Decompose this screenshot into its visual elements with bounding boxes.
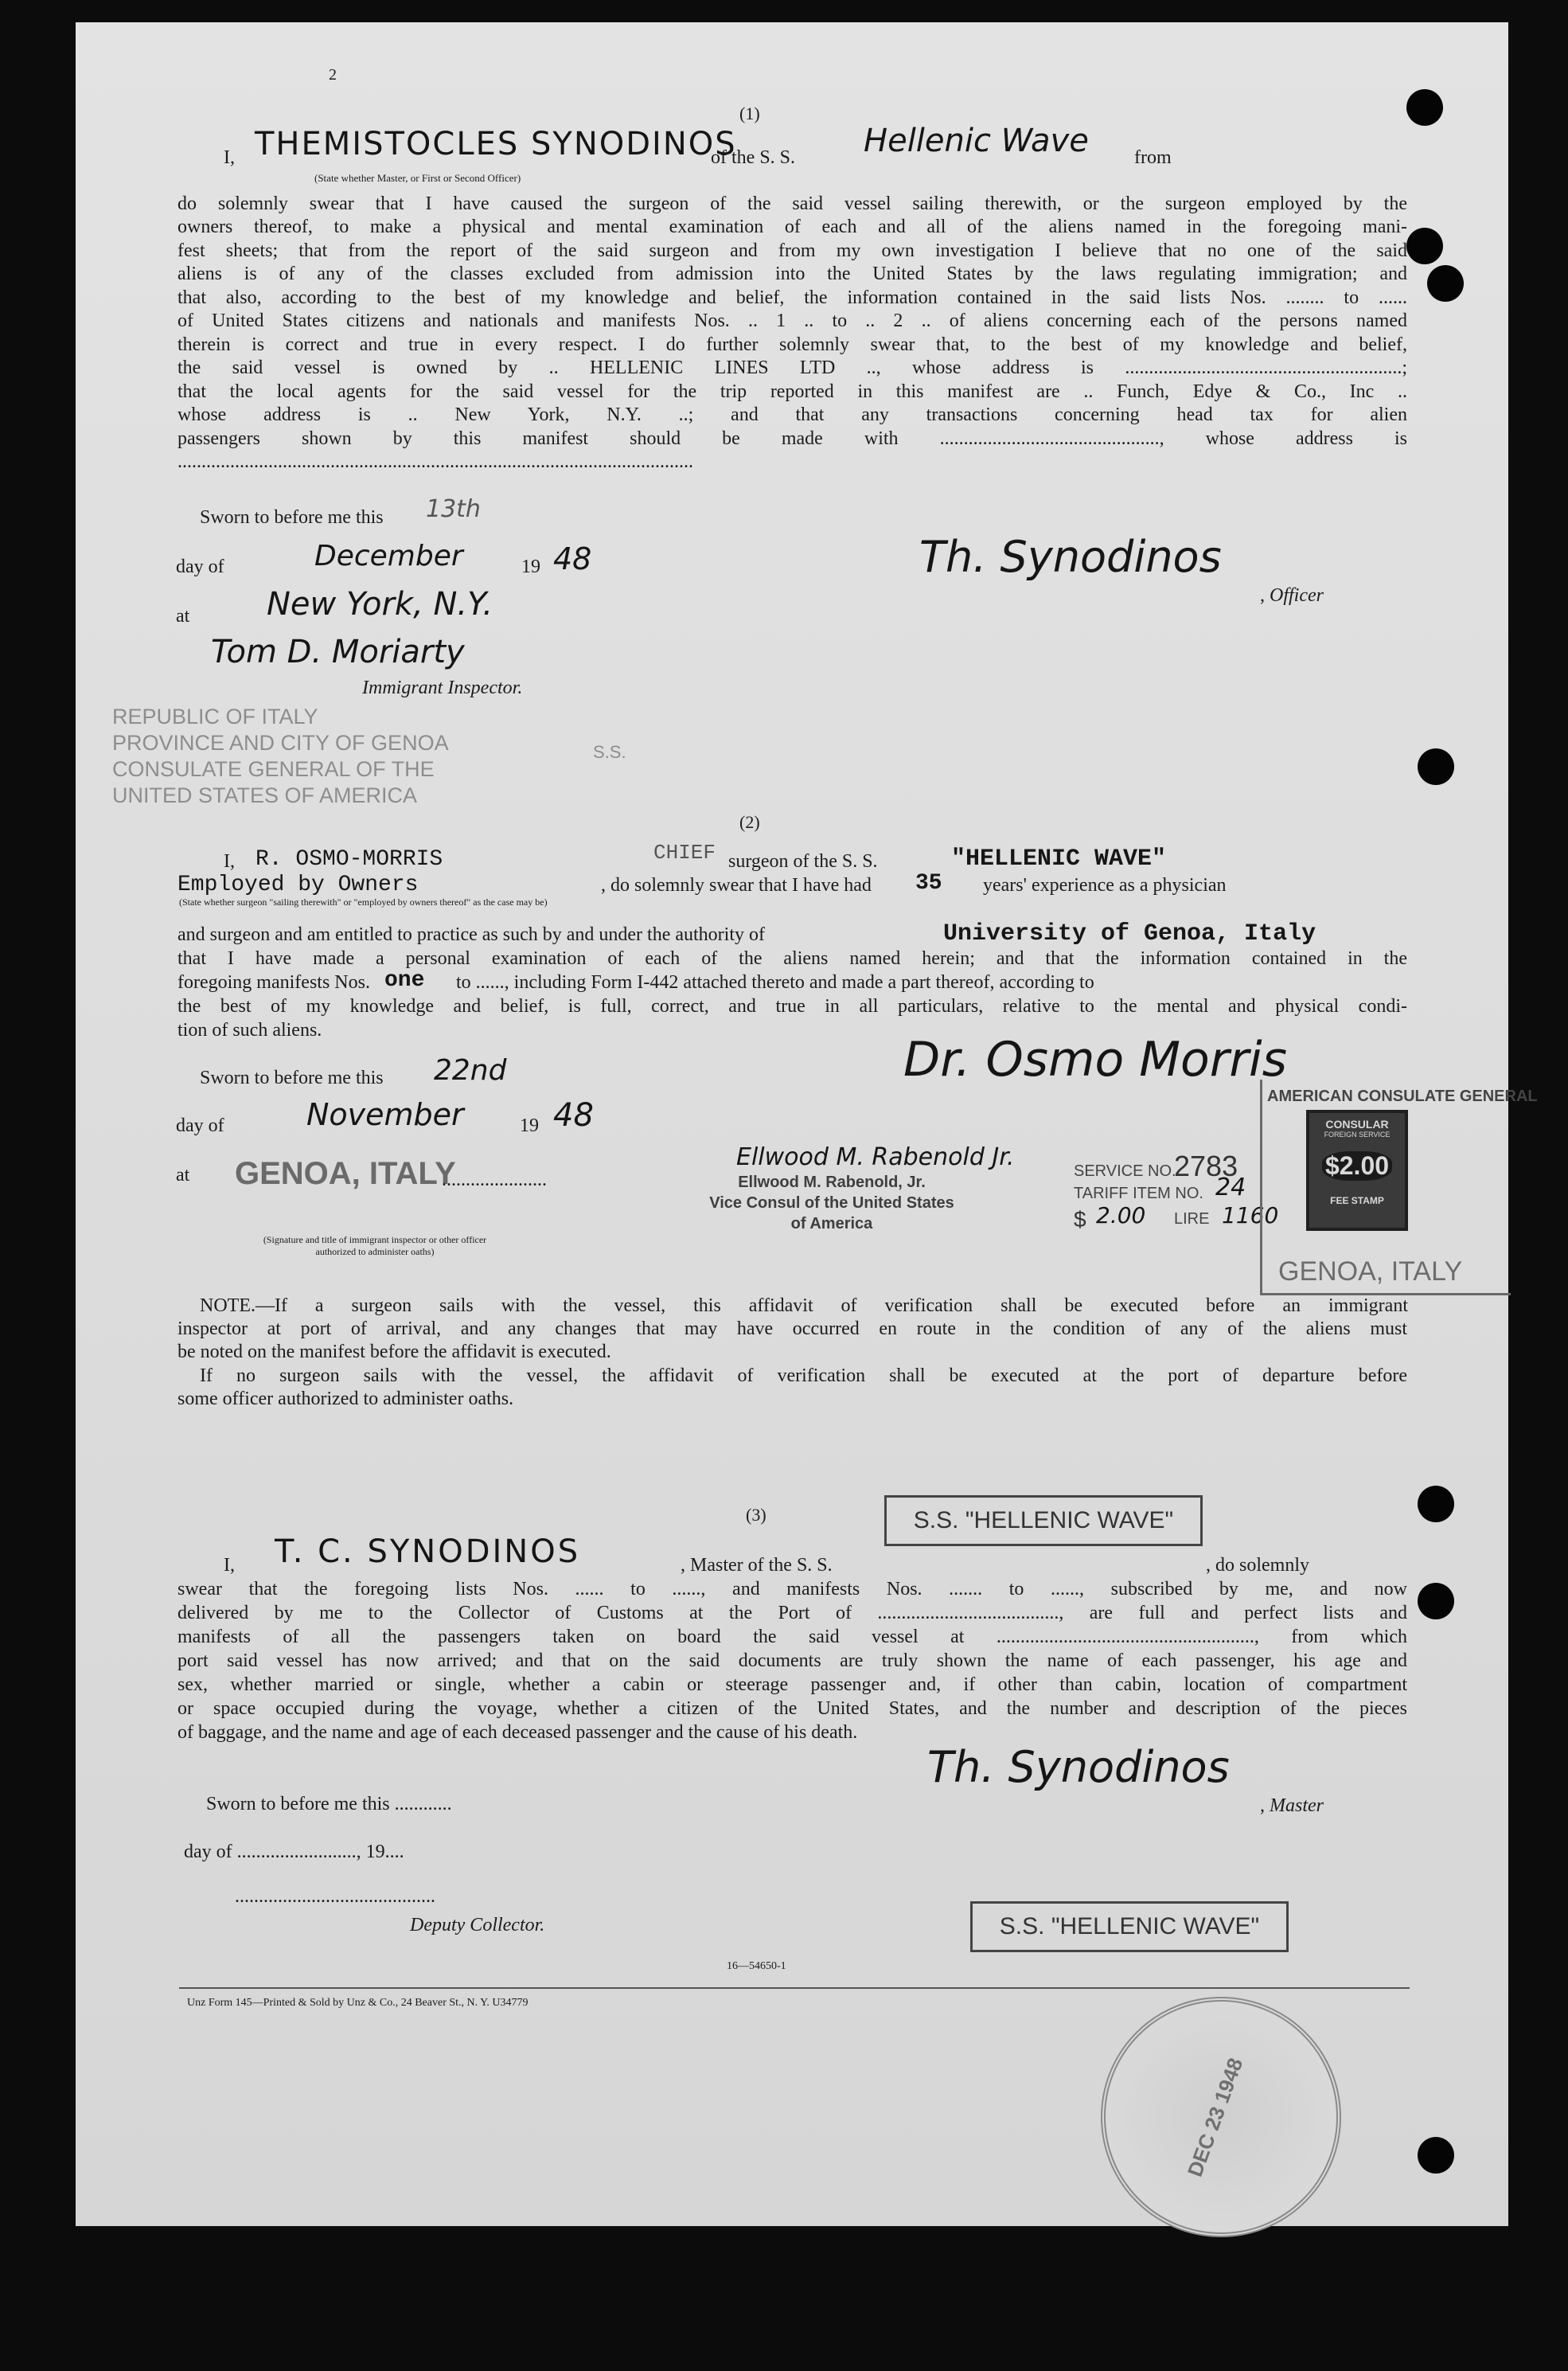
dotted-line: ...................... <box>442 1170 547 1190</box>
surgeon-name: R. OSMO-MORRIS <box>255 847 443 872</box>
note-text: —If a surgeon sails with the vessel, this affidavit of verification shall be executed before an immigrant <box>255 1295 1408 1316</box>
punch-hole-icon <box>1427 265 1464 302</box>
vice-consul-name: Ellwood M. Rabenold, Jr. <box>738 1174 926 1191</box>
consulate-line: UNITED STATES OF AMERICA <box>112 783 418 807</box>
university-typed: University of Genoa, Italy <box>943 920 1316 947</box>
day-of-label: day of <box>176 1115 224 1136</box>
note-first-line <box>200 1295 1408 1318</box>
consulate-line: REPUBLIC OF ITALY <box>112 705 318 728</box>
chief-typed: CHIEF <box>653 841 716 865</box>
manifest-line-rest: to ......, including Form I-442 attached thereto and made a part thereof, according to <box>456 972 1094 993</box>
body-line: the best of my knowledge and belief, is full, correct, and true in all particulars, relative to the mental and physical condi- <box>177 996 1407 1017</box>
body-line: that also, according to the best of my knowledge and belief, the information contained in the said lists Nos. ........ to ...... <box>177 287 1407 308</box>
inspector-signature: Tom D. Moriarty <box>211 634 465 670</box>
stamp-bottom: FEE STAMP <box>1330 1195 1384 1206</box>
consulate-banner: AMERICAN CONSULATE GENERAL <box>1267 1088 1538 1105</box>
manifest-label: foregoing manifests Nos. <box>177 972 370 993</box>
master-note: (State whether Master, or First or Second Officer) <box>314 172 521 184</box>
of-ss-label: of the S. S. <box>711 147 796 168</box>
footer-rule <box>179 1987 1410 1989</box>
master-name: THEMISTOCLES SYNODINOS <box>255 126 737 162</box>
punch-hole-icon <box>1406 89 1443 126</box>
consulate-ss-mark: S.S. <box>593 742 626 762</box>
service-no-label: SERVICE NO. <box>1074 1162 1176 1180</box>
body-line: the said vessel is owned by .. HELLENIC LINES LTD .., whose address is ..........................................................; <box>177 357 1407 378</box>
punch-hole-icon <box>1418 1486 1454 1522</box>
note-line: some officer authorized to administer oaths. <box>177 1389 514 1409</box>
body-line: of United States citizens and nationals and manifests Nos. .. 1 .. to .. 2 .. of aliens concerning each of the persons named <box>177 311 1407 331</box>
body-line: swear that the foregoing lists Nos. ...... to ......, and manifests Nos. ....... to ......, subscribed by me, and now <box>177 1579 1407 1600</box>
body-line: fest sheets; that from the report of the said surgeon and from my own investigation I believe that no one of the said <box>177 240 1407 261</box>
deputy-line: .......................................... <box>235 1886 435 1907</box>
years-typed: 35 <box>915 871 942 896</box>
body-line: whose address is .. New York, N.Y. ..; and that any transactions concerning head tax for alien <box>177 404 1407 425</box>
surgeon-signature: Dr. Osmo Morris <box>903 1032 1287 1088</box>
sworn-label: Sworn to before me this <box>200 507 384 528</box>
sworn-date-handwritten: 22nd <box>434 1054 507 1087</box>
employed-typed: Employed by Owners <box>177 873 419 897</box>
body-line: aliens is of any of the classes excluded from admission into the United States by the laws regulating immigration; and <box>177 264 1407 284</box>
section-2-i: I, <box>224 851 235 872</box>
footer-text: Unz Form 145—Printed & Sold by Unz & Co., 24 Beaver St., N. Y. U34779 <box>187 1997 529 2009</box>
inspector-label: Immigrant Inspector. <box>362 678 523 698</box>
body-line: that the local agents for the said vessel for the trip reported in this manifest are .. Funch, Edye & Co., Inc .. <box>177 381 1407 402</box>
vice-consul-title: Vice Consul of the United States <box>709 1194 954 1212</box>
service-no: 2783 <box>1174 1150 1238 1182</box>
consulate-stamp <box>112 704 449 809</box>
lire-label: LIRE <box>1174 1210 1210 1228</box>
year-prefix: 19 <box>521 557 540 577</box>
stamp-top: CONSULAR <box>1325 1118 1389 1131</box>
lire-amount: 1160 <box>1222 1202 1279 1228</box>
ship-name-stamp-box: S.S. "HELLENIC WAVE" <box>884 1495 1203 1546</box>
master-of-label: , Master of the S. S. <box>681 1555 833 1576</box>
round-date-stamp <box>1101 1997 1341 2237</box>
at-label: at <box>176 1165 190 1186</box>
sworn-line: Sworn to before me this ............ <box>206 1794 452 1814</box>
punch-hole-icon <box>1418 1583 1454 1619</box>
manifest-typed: one <box>384 968 425 993</box>
body-line: of baggage, and the name and age of each deceased passenger and the cause of his death. <box>177 1722 858 1743</box>
deputy-label: Deputy Collector. <box>410 1915 545 1935</box>
ship-name-typed: "HELLENIC WAVE" <box>951 846 1167 873</box>
punch-hole-icon <box>1418 2137 1454 2174</box>
signature-note: (Signature and title of immigrant inspector or other officer authorized to administer oaths) <box>263 1234 487 1257</box>
sworn-date-handwritten: 13th <box>426 495 481 523</box>
punch-hole-icon <box>1418 748 1454 785</box>
authority-line: and surgeon and am entitled to practice as such by and under the authority of <box>177 924 765 945</box>
body-line: delivered by me to the Collector of Customs at the Port of ......................................, are full and perfect lists and <box>177 1603 1407 1623</box>
from-label: from <box>1134 147 1172 168</box>
section-number: (3) <box>746 1505 766 1525</box>
body-line: do solemnly swear that I have caused the surgeon of the said vessel sailing therewith, or the surgeon employed by the <box>177 193 1407 214</box>
solemnly-label: , do solemnly <box>1206 1555 1309 1576</box>
surgeon-note: (State whether surgeon "sailing therewith" or "employed by owners thereof" as the case may be) <box>179 896 548 908</box>
master-signature: Th. Synodinos <box>927 1742 1230 1792</box>
year-handwritten: 48 <box>553 1097 594 1134</box>
ship-name-handwritten: Hellenic Wave <box>864 123 1089 159</box>
body-line: passengers shown by this manifest should be made with .............................................., whose address is <box>177 428 1407 449</box>
month-handwritten: December <box>314 540 463 572</box>
body-line: therein is correct and true in every respect. I do further solemnly swear that, to the best of my knowledge and belief, <box>177 334 1407 355</box>
section-number: (2) <box>739 812 760 832</box>
year-handwritten: 48 <box>553 541 592 576</box>
form-number: 16—54650-1 <box>727 1960 786 1972</box>
place-stamp: GENOA, ITALY <box>235 1156 456 1191</box>
day-line: day of ........................., 19.... <box>184 1842 404 1862</box>
stamp-date: DEC 23 1948 <box>1182 2054 1248 2180</box>
body-line: owners thereof, to make a physical and mental examination of each and all of the aliens named in the foregoing mani- <box>177 217 1407 237</box>
section-3-i: I, <box>224 1555 235 1576</box>
ship-name-stamp-box: S.S. "HELLENIC WAVE" <box>970 1901 1289 1952</box>
consulate-city: GENOA, ITALY <box>1278 1256 1463 1287</box>
section-1-i: I, <box>224 147 235 168</box>
officer-signature: Th. Synodinos <box>919 532 1222 582</box>
body-line: manifests of all the passengers taken on board the said vessel at ......................................................, from which <box>177 1627 1407 1647</box>
officer-label: , Officer <box>1260 585 1324 606</box>
month-handwritten: November <box>306 1097 464 1132</box>
stamp-value: $2.00 <box>1322 1151 1392 1181</box>
revenue-stamp <box>1306 1110 1408 1231</box>
year-prefix: 19 <box>520 1115 539 1136</box>
note-line: inspector at port of arrival, and any changes that may have occurred en route in the condition of any of the aliens must <box>177 1318 1407 1339</box>
punch-hole-icon <box>1406 228 1443 264</box>
section-number: (1) <box>739 104 760 123</box>
body-line: port said vessel has now arrived; and that on the said documents are truly shown the name of each passenger, his age and <box>177 1650 1407 1671</box>
stamp-sub: FOREIGN SERVICE <box>1324 1131 1391 1139</box>
note-line: If no surgeon sails with the vessel, the affidavit of verification shall be executed at the port of departure before <box>200 1365 1407 1386</box>
surgeon-of-label: surgeon of the S. S. <box>728 851 878 872</box>
sworn-label: Sworn to before me this <box>200 1068 384 1088</box>
tariff-no: 24 <box>1215 1174 1246 1201</box>
consulate-line: CONSULATE GENERAL OF THE <box>112 757 435 781</box>
consulate-line: PROVINCE AND CITY OF GENOA <box>112 731 449 755</box>
body-line: tion of such aliens. <box>177 1020 322 1041</box>
dollar-amount: 2.00 <box>1096 1202 1146 1228</box>
body-line: or space occupied during the voyage, whether a citizen of the United States, and the number and description of the pieces <box>177 1698 1407 1719</box>
place-handwritten: New York, N.Y. <box>267 586 493 623</box>
body-line: that I have made a personal examination of each of the aliens named herein; and that the information contained in the <box>177 948 1407 969</box>
manifest-page <box>76 22 1538 2226</box>
master-name-handwritten: T. C. SYNODINOS <box>275 1533 581 1570</box>
years-suffix: years' experience as a physician <box>983 875 1227 896</box>
swear-label: , do solemnly swear that I have had <box>601 875 872 896</box>
note-label: NOTE. <box>200 1295 255 1316</box>
at-label: at <box>176 606 190 627</box>
form-mark: 2 <box>329 66 337 84</box>
body-line: sex, whether married or single, whether a cabin or steerage passenger and, if other than cabin, location of compartment <box>177 1674 1407 1695</box>
vice-consul-country: of America <box>790 1215 873 1232</box>
note-line: be noted on the manifest before the affidavit is executed. <box>177 1342 611 1362</box>
day-of-label: day of <box>176 557 224 577</box>
vice-consul-block <box>633 1172 1031 1234</box>
master-label: , Master <box>1260 1795 1324 1816</box>
vice-consul-signature: Ellwood M. Rabenold Jr. <box>736 1143 1015 1171</box>
dollar-label: $ <box>1074 1207 1086 1232</box>
blank-line: ............................................................................................................ <box>177 451 693 472</box>
tariff-label: TARIFF ITEM NO. <box>1074 1185 1203 1202</box>
